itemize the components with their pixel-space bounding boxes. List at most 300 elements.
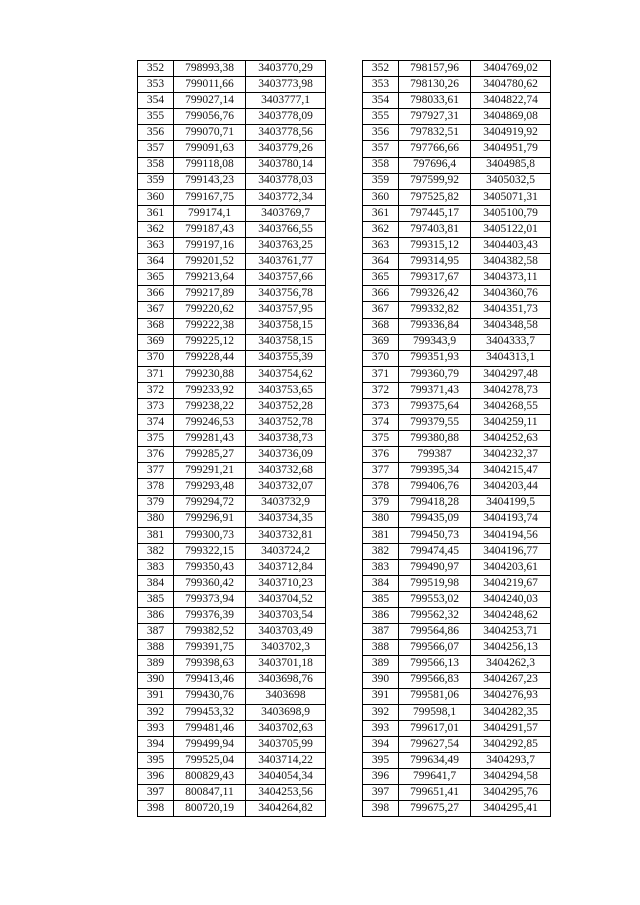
y-coordinate-cell: 3403778,56 bbox=[246, 125, 326, 141]
x-coordinate-cell: 799371,43 bbox=[399, 382, 471, 398]
x-coordinate-cell: 798033,61 bbox=[399, 93, 471, 109]
table-row bbox=[138, 318, 326, 334]
x-coordinate-cell: 799499,94 bbox=[174, 736, 246, 752]
y-coordinate-cell: 3404780,62 bbox=[471, 77, 551, 93]
x-coordinate-cell: 799430,76 bbox=[174, 688, 246, 704]
y-coordinate-cell: 3403766,55 bbox=[246, 221, 326, 237]
y-coordinate-cell: 3404295,41 bbox=[471, 801, 551, 817]
table-row bbox=[138, 704, 326, 720]
y-coordinate-cell: 3404295,76 bbox=[471, 785, 551, 801]
x-coordinate-cell: 799070,71 bbox=[174, 125, 246, 141]
point-number-cell: 382 bbox=[363, 543, 399, 559]
point-number-cell: 381 bbox=[138, 527, 174, 543]
y-coordinate-cell: 3403779,26 bbox=[246, 141, 326, 157]
table-row bbox=[138, 736, 326, 752]
point-number-cell: 370 bbox=[363, 350, 399, 366]
x-coordinate-cell: 799634,49 bbox=[399, 753, 471, 769]
table-row bbox=[363, 205, 551, 221]
table-row bbox=[363, 769, 551, 785]
y-coordinate-cell: 3404240,03 bbox=[471, 592, 551, 608]
y-coordinate-cell: 3405032,5 bbox=[471, 173, 551, 189]
point-number-cell: 392 bbox=[138, 704, 174, 720]
point-number-cell: 368 bbox=[138, 318, 174, 334]
table-row bbox=[363, 302, 551, 318]
x-coordinate-cell: 799293,48 bbox=[174, 479, 246, 495]
table-row bbox=[363, 61, 551, 77]
x-coordinate-cell: 799525,04 bbox=[174, 753, 246, 769]
point-number-cell: 360 bbox=[363, 189, 399, 205]
y-coordinate-cell: 3403754,62 bbox=[246, 366, 326, 382]
x-coordinate-cell: 797927,31 bbox=[399, 109, 471, 125]
x-coordinate-cell: 798993,38 bbox=[174, 61, 246, 77]
y-coordinate-cell: 3404219,67 bbox=[471, 576, 551, 592]
x-coordinate-cell: 799343,9 bbox=[399, 334, 471, 350]
y-coordinate-cell: 3404262,3 bbox=[471, 656, 551, 672]
x-coordinate-cell: 799326,42 bbox=[399, 286, 471, 302]
x-coordinate-cell: 799027,14 bbox=[174, 93, 246, 109]
table-row bbox=[363, 608, 551, 624]
y-coordinate-cell: 3404292,85 bbox=[471, 736, 551, 752]
x-coordinate-cell: 799373,94 bbox=[174, 592, 246, 608]
point-number-cell: 361 bbox=[363, 205, 399, 221]
y-coordinate-cell: 3404294,58 bbox=[471, 769, 551, 785]
y-coordinate-cell: 3403698 bbox=[246, 688, 326, 704]
y-coordinate-cell: 3403732,07 bbox=[246, 479, 326, 495]
table-row bbox=[138, 543, 326, 559]
x-coordinate-cell: 799406,76 bbox=[399, 479, 471, 495]
point-number-cell: 373 bbox=[363, 398, 399, 414]
y-coordinate-cell: 3404822,74 bbox=[471, 93, 551, 109]
table-row bbox=[138, 785, 326, 801]
table-row bbox=[138, 431, 326, 447]
table-row bbox=[138, 350, 326, 366]
x-coordinate-cell: 797445,17 bbox=[399, 205, 471, 221]
table-row bbox=[138, 672, 326, 688]
y-coordinate-cell: 3403756,78 bbox=[246, 286, 326, 302]
x-coordinate-cell: 799435,09 bbox=[399, 511, 471, 527]
table-row bbox=[138, 270, 326, 286]
table-row bbox=[363, 93, 551, 109]
x-coordinate-cell: 799395,34 bbox=[399, 463, 471, 479]
x-coordinate-cell: 799336,84 bbox=[399, 318, 471, 334]
y-coordinate-cell: 3403777,1 bbox=[246, 93, 326, 109]
point-number-cell: 365 bbox=[138, 270, 174, 286]
table-row bbox=[138, 77, 326, 93]
point-number-cell: 393 bbox=[363, 720, 399, 736]
x-coordinate-cell: 800847,11 bbox=[174, 785, 246, 801]
x-coordinate-cell: 799246,53 bbox=[174, 415, 246, 431]
y-coordinate-cell: 3403770,29 bbox=[246, 61, 326, 77]
table-row bbox=[138, 592, 326, 608]
table-row bbox=[363, 672, 551, 688]
y-coordinate-cell: 3404232,37 bbox=[471, 447, 551, 463]
x-coordinate-cell: 799418,28 bbox=[399, 495, 471, 511]
x-coordinate-cell: 799167,75 bbox=[174, 189, 246, 205]
point-number-cell: 368 bbox=[363, 318, 399, 334]
table-row bbox=[363, 704, 551, 720]
table-row bbox=[363, 286, 551, 302]
x-coordinate-cell: 799617,01 bbox=[399, 720, 471, 736]
x-coordinate-cell: 799187,43 bbox=[174, 221, 246, 237]
y-coordinate-cell: 3404869,08 bbox=[471, 109, 551, 125]
y-coordinate-cell: 3404203,44 bbox=[471, 479, 551, 495]
table-row bbox=[363, 511, 551, 527]
point-number-cell: 388 bbox=[138, 640, 174, 656]
point-number-cell: 375 bbox=[138, 431, 174, 447]
point-number-cell: 357 bbox=[138, 141, 174, 157]
table-row bbox=[138, 463, 326, 479]
point-number-cell: 354 bbox=[363, 93, 399, 109]
table-row bbox=[363, 366, 551, 382]
x-coordinate-cell: 799566,07 bbox=[399, 640, 471, 656]
y-coordinate-cell: 3404194,56 bbox=[471, 527, 551, 543]
table-row bbox=[138, 511, 326, 527]
point-number-cell: 364 bbox=[138, 254, 174, 270]
table-row bbox=[138, 141, 326, 157]
table-row bbox=[363, 624, 551, 640]
table-row bbox=[363, 479, 551, 495]
point-number-cell: 376 bbox=[363, 447, 399, 463]
y-coordinate-cell: 3404985,8 bbox=[471, 157, 551, 173]
x-coordinate-cell: 799387 bbox=[399, 447, 471, 463]
table-row bbox=[363, 576, 551, 592]
x-coordinate-cell: 799332,82 bbox=[399, 302, 471, 318]
point-number-cell: 353 bbox=[363, 77, 399, 93]
point-number-cell: 385 bbox=[138, 592, 174, 608]
y-coordinate-cell: 3403701,18 bbox=[246, 656, 326, 672]
point-number-cell: 379 bbox=[138, 495, 174, 511]
y-coordinate-cell: 3403703,54 bbox=[246, 608, 326, 624]
table-row bbox=[363, 334, 551, 350]
point-number-cell: 380 bbox=[363, 511, 399, 527]
x-coordinate-cell: 800720,19 bbox=[174, 801, 246, 817]
y-coordinate-cell: 3403732,9 bbox=[246, 495, 326, 511]
x-coordinate-cell: 799413,46 bbox=[174, 672, 246, 688]
x-coordinate-cell: 799056,76 bbox=[174, 109, 246, 125]
y-coordinate-cell: 3404403,43 bbox=[471, 238, 551, 254]
x-coordinate-cell: 799641,7 bbox=[399, 769, 471, 785]
x-coordinate-cell: 799391,75 bbox=[174, 640, 246, 656]
y-coordinate-cell: 3403702,3 bbox=[246, 640, 326, 656]
y-coordinate-cell: 3404268,55 bbox=[471, 398, 551, 414]
table-row bbox=[363, 254, 551, 270]
point-number-cell: 397 bbox=[138, 785, 174, 801]
table-row bbox=[138, 720, 326, 736]
x-coordinate-cell: 799228,44 bbox=[174, 350, 246, 366]
x-coordinate-cell: 799281,43 bbox=[174, 431, 246, 447]
coordinates-table-right-body bbox=[363, 61, 551, 817]
y-coordinate-cell: 3403763,25 bbox=[246, 238, 326, 254]
table-row bbox=[138, 688, 326, 704]
table-row bbox=[138, 479, 326, 495]
x-coordinate-cell: 799450,73 bbox=[399, 527, 471, 543]
x-coordinate-cell: 799314,95 bbox=[399, 254, 471, 270]
table-row bbox=[138, 495, 326, 511]
point-number-cell: 398 bbox=[138, 801, 174, 817]
x-coordinate-cell: 797832,51 bbox=[399, 125, 471, 141]
point-number-cell: 355 bbox=[138, 109, 174, 125]
table-row bbox=[363, 189, 551, 205]
point-number-cell: 359 bbox=[363, 173, 399, 189]
x-coordinate-cell: 799225,12 bbox=[174, 334, 246, 350]
x-coordinate-cell: 799453,32 bbox=[174, 704, 246, 720]
point-number-cell: 386 bbox=[363, 608, 399, 624]
point-number-cell: 362 bbox=[138, 221, 174, 237]
point-number-cell: 370 bbox=[138, 350, 174, 366]
x-coordinate-cell: 799382,52 bbox=[174, 624, 246, 640]
x-coordinate-cell: 799118,08 bbox=[174, 157, 246, 173]
point-number-cell: 381 bbox=[363, 527, 399, 543]
x-coordinate-cell: 799562,32 bbox=[399, 608, 471, 624]
x-coordinate-cell: 800829,43 bbox=[174, 769, 246, 785]
table-row bbox=[363, 141, 551, 157]
point-number-cell: 352 bbox=[138, 61, 174, 77]
y-coordinate-cell: 3403710,23 bbox=[246, 576, 326, 592]
y-coordinate-cell: 3403773,98 bbox=[246, 77, 326, 93]
x-coordinate-cell: 799566,13 bbox=[399, 656, 471, 672]
y-coordinate-cell: 3403736,09 bbox=[246, 447, 326, 463]
table-row bbox=[363, 753, 551, 769]
x-coordinate-cell: 799360,79 bbox=[399, 366, 471, 382]
y-coordinate-cell: 3404203,61 bbox=[471, 559, 551, 575]
x-coordinate-cell: 797766,66 bbox=[399, 141, 471, 157]
point-number-cell: 366 bbox=[363, 286, 399, 302]
y-coordinate-cell: 3403712,84 bbox=[246, 559, 326, 575]
x-coordinate-cell: 799598,1 bbox=[399, 704, 471, 720]
x-coordinate-cell: 799380,88 bbox=[399, 431, 471, 447]
point-number-cell: 356 bbox=[363, 125, 399, 141]
y-coordinate-cell: 3404252,63 bbox=[471, 431, 551, 447]
table-row bbox=[363, 656, 551, 672]
x-coordinate-cell: 799091,63 bbox=[174, 141, 246, 157]
point-number-cell: 361 bbox=[138, 205, 174, 221]
x-coordinate-cell: 799317,67 bbox=[399, 270, 471, 286]
x-coordinate-cell: 799294,72 bbox=[174, 495, 246, 511]
point-number-cell: 384 bbox=[363, 576, 399, 592]
x-coordinate-cell: 799564,86 bbox=[399, 624, 471, 640]
y-coordinate-cell: 3403703,49 bbox=[246, 624, 326, 640]
x-coordinate-cell: 799490,97 bbox=[399, 559, 471, 575]
point-number-cell: 394 bbox=[138, 736, 174, 752]
y-coordinate-cell: 3404293,7 bbox=[471, 753, 551, 769]
y-coordinate-cell: 3404253,56 bbox=[246, 785, 326, 801]
table-row bbox=[138, 753, 326, 769]
point-number-cell: 378 bbox=[138, 479, 174, 495]
point-number-cell: 397 bbox=[363, 785, 399, 801]
table-row bbox=[138, 302, 326, 318]
table-row bbox=[138, 801, 326, 817]
x-coordinate-cell: 799376,39 bbox=[174, 608, 246, 624]
x-coordinate-cell: 799285,27 bbox=[174, 447, 246, 463]
point-number-cell: 378 bbox=[363, 479, 399, 495]
y-coordinate-cell: 3403757,95 bbox=[246, 302, 326, 318]
x-coordinate-cell: 799233,92 bbox=[174, 382, 246, 398]
y-coordinate-cell: 3404256,13 bbox=[471, 640, 551, 656]
y-coordinate-cell: 3404919,92 bbox=[471, 125, 551, 141]
y-coordinate-cell: 3404769,02 bbox=[471, 61, 551, 77]
point-number-cell: 372 bbox=[138, 382, 174, 398]
x-coordinate-cell: 799379,55 bbox=[399, 415, 471, 431]
point-number-cell: 360 bbox=[138, 189, 174, 205]
point-number-cell: 375 bbox=[363, 431, 399, 447]
x-coordinate-cell: 799553,02 bbox=[399, 592, 471, 608]
x-coordinate-cell: 799322,15 bbox=[174, 543, 246, 559]
table-row bbox=[138, 608, 326, 624]
x-coordinate-cell: 799581,06 bbox=[399, 688, 471, 704]
y-coordinate-cell: 3404193,74 bbox=[471, 511, 551, 527]
table-row bbox=[138, 109, 326, 125]
point-number-cell: 393 bbox=[138, 720, 174, 736]
table-row bbox=[138, 286, 326, 302]
x-coordinate-cell: 799474,45 bbox=[399, 543, 471, 559]
point-number-cell: 373 bbox=[138, 398, 174, 414]
table-row bbox=[138, 624, 326, 640]
x-coordinate-cell: 799481,46 bbox=[174, 720, 246, 736]
point-number-cell: 389 bbox=[363, 656, 399, 672]
coordinates-table-left bbox=[137, 60, 326, 817]
table-row bbox=[363, 736, 551, 752]
point-number-cell: 380 bbox=[138, 511, 174, 527]
y-coordinate-cell: 3403698,9 bbox=[246, 704, 326, 720]
y-coordinate-cell: 3404248,62 bbox=[471, 608, 551, 624]
y-coordinate-cell: 3404054,34 bbox=[246, 769, 326, 785]
table-row bbox=[138, 527, 326, 543]
point-number-cell: 387 bbox=[363, 624, 399, 640]
y-coordinate-cell: 3404360,76 bbox=[471, 286, 551, 302]
table-row bbox=[363, 415, 551, 431]
y-coordinate-cell: 3403753,65 bbox=[246, 382, 326, 398]
point-number-cell: 384 bbox=[138, 576, 174, 592]
point-number-cell: 355 bbox=[363, 109, 399, 125]
point-number-cell: 364 bbox=[363, 254, 399, 270]
x-coordinate-cell: 799351,93 bbox=[399, 350, 471, 366]
y-coordinate-cell: 3403778,09 bbox=[246, 109, 326, 125]
y-coordinate-cell: 3404291,57 bbox=[471, 720, 551, 736]
point-number-cell: 394 bbox=[363, 736, 399, 752]
y-coordinate-cell: 3403732,81 bbox=[246, 527, 326, 543]
x-coordinate-cell: 799296,91 bbox=[174, 511, 246, 527]
y-coordinate-cell: 3405100,79 bbox=[471, 205, 551, 221]
table-row bbox=[363, 238, 551, 254]
x-coordinate-cell: 797599,92 bbox=[399, 173, 471, 189]
y-coordinate-cell: 3403702,63 bbox=[246, 720, 326, 736]
table-row bbox=[138, 254, 326, 270]
y-coordinate-cell: 3403758,15 bbox=[246, 334, 326, 350]
table-row bbox=[363, 431, 551, 447]
point-number-cell: 395 bbox=[138, 753, 174, 769]
table-row bbox=[138, 382, 326, 398]
table-row bbox=[138, 173, 326, 189]
x-coordinate-cell: 799300,73 bbox=[174, 527, 246, 543]
point-number-cell: 369 bbox=[138, 334, 174, 350]
x-coordinate-cell: 797525,82 bbox=[399, 189, 471, 205]
x-coordinate-cell: 799315,12 bbox=[399, 238, 471, 254]
y-coordinate-cell: 3403757,66 bbox=[246, 270, 326, 286]
point-number-cell: 367 bbox=[138, 302, 174, 318]
coordinates-table-right bbox=[362, 60, 551, 817]
y-coordinate-cell: 3404333,7 bbox=[471, 334, 551, 350]
table-row bbox=[363, 398, 551, 414]
point-number-cell: 386 bbox=[138, 608, 174, 624]
table-row bbox=[138, 398, 326, 414]
x-coordinate-cell: 799651,41 bbox=[399, 785, 471, 801]
y-coordinate-cell: 3405071,31 bbox=[471, 189, 551, 205]
x-coordinate-cell: 797696,4 bbox=[399, 157, 471, 173]
table-row bbox=[363, 688, 551, 704]
y-coordinate-cell: 3403732,68 bbox=[246, 463, 326, 479]
y-coordinate-cell: 3404382,58 bbox=[471, 254, 551, 270]
table-row bbox=[138, 559, 326, 575]
point-number-cell: 363 bbox=[363, 238, 399, 254]
table-row bbox=[363, 350, 551, 366]
point-number-cell: 353 bbox=[138, 77, 174, 93]
table-row bbox=[138, 656, 326, 672]
x-coordinate-cell: 799217,89 bbox=[174, 286, 246, 302]
point-number-cell: 391 bbox=[138, 688, 174, 704]
x-coordinate-cell: 799566,83 bbox=[399, 672, 471, 688]
point-number-cell: 398 bbox=[363, 801, 399, 817]
y-coordinate-cell: 3403769,7 bbox=[246, 205, 326, 221]
x-coordinate-cell: 799197,16 bbox=[174, 238, 246, 254]
table-row bbox=[138, 189, 326, 205]
y-coordinate-cell: 3403761,77 bbox=[246, 254, 326, 270]
table-row bbox=[138, 769, 326, 785]
x-coordinate-cell: 799291,21 bbox=[174, 463, 246, 479]
table-row bbox=[138, 640, 326, 656]
y-coordinate-cell: 3404951,79 bbox=[471, 141, 551, 157]
point-number-cell: 374 bbox=[363, 415, 399, 431]
x-coordinate-cell: 799238,22 bbox=[174, 398, 246, 414]
table-row bbox=[363, 109, 551, 125]
y-coordinate-cell: 3403752,78 bbox=[246, 415, 326, 431]
y-coordinate-cell: 3404297,48 bbox=[471, 366, 551, 382]
point-number-cell: 388 bbox=[363, 640, 399, 656]
point-number-cell: 365 bbox=[363, 270, 399, 286]
point-number-cell: 367 bbox=[363, 302, 399, 318]
y-coordinate-cell: 3404267,23 bbox=[471, 672, 551, 688]
table-row bbox=[138, 447, 326, 463]
table-row bbox=[363, 592, 551, 608]
point-number-cell: 372 bbox=[363, 382, 399, 398]
table-row bbox=[138, 205, 326, 221]
table-row bbox=[363, 318, 551, 334]
table-row bbox=[138, 415, 326, 431]
y-coordinate-cell: 3404253,71 bbox=[471, 624, 551, 640]
y-coordinate-cell: 3404264,82 bbox=[246, 801, 326, 817]
x-coordinate-cell: 799174,1 bbox=[174, 205, 246, 221]
y-coordinate-cell: 3404215,47 bbox=[471, 463, 551, 479]
table-row bbox=[363, 125, 551, 141]
y-coordinate-cell: 3403714,22 bbox=[246, 753, 326, 769]
y-coordinate-cell: 3403780,14 bbox=[246, 157, 326, 173]
table-row bbox=[138, 334, 326, 350]
table-row bbox=[363, 157, 551, 173]
point-number-cell: 392 bbox=[363, 704, 399, 720]
table-row bbox=[363, 559, 551, 575]
point-number-cell: 357 bbox=[363, 141, 399, 157]
point-number-cell: 383 bbox=[138, 559, 174, 575]
point-number-cell: 390 bbox=[138, 672, 174, 688]
x-coordinate-cell: 799213,64 bbox=[174, 270, 246, 286]
table-row bbox=[138, 366, 326, 382]
x-coordinate-cell: 799230,88 bbox=[174, 366, 246, 382]
table-row bbox=[138, 61, 326, 77]
point-number-cell: 354 bbox=[138, 93, 174, 109]
coordinates-table-left-body bbox=[138, 61, 326, 817]
x-coordinate-cell: 799222,38 bbox=[174, 318, 246, 334]
y-coordinate-cell: 3404373,11 bbox=[471, 270, 551, 286]
point-number-cell: 371 bbox=[138, 366, 174, 382]
